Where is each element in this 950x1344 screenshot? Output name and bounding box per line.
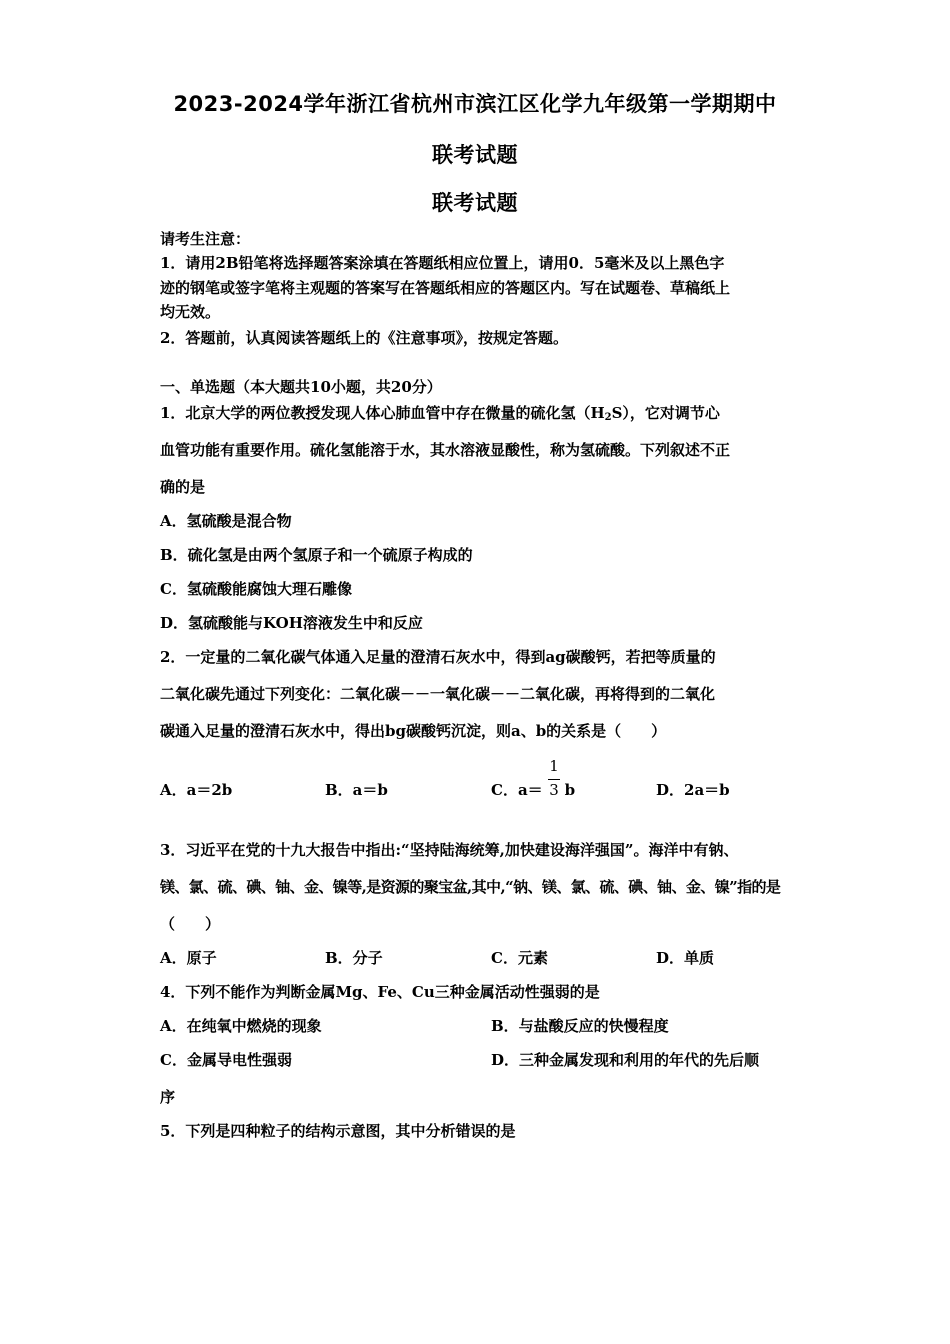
question-4-option-d-continued: 序: [160, 1088, 176, 1106]
question-1-line-1: [160, 402, 720, 423]
notice-item-1-line-1: 1．请用2B铅笔将选择题答案涂填在答题纸相应位置上，请用0．5毫米及以上黑色字: [160, 254, 725, 272]
question-3-line-3: （ ）: [160, 915, 221, 933]
question-3-line-1: 3．习近平在党的十九大报告中指出:“坚持陆海统筹,加快建设海洋强国”。海洋中有钠、: [160, 841, 739, 859]
question-3-option-a[interactable]: A．原子: [160, 949, 217, 967]
notice-item-1-line-2: 迹的钢笔或签字笔将主观题的答案写在答题纸相应的答题区内。写在试题卷、草稿纸上: [160, 279, 731, 297]
question-2-line-2: 二氧化碳先通过下列变化：二氧化碳－－一氧化碳－－二氧化碳，再将得到的二氧化: [160, 685, 716, 703]
question-1-text-a: 1．北京大学的两位教授发现人体心肺血管中存在微量的硫化氢（H: [160, 404, 605, 422]
question-3-line-2: 镁、氯、硫、碘、铀、金、镍等,是资源的聚宝盆,其中,“钠、镁、氯、硫、碘、铀、金、镍”指的是: [160, 878, 781, 896]
question-1-line-2: 血管功能有重要作用。硫化氢能溶于水，其水溶液显酸性，称为氢硫酸。下列叙述不正: [160, 441, 731, 459]
fraction-bar: [548, 779, 560, 780]
notice-item-2: 2．答题前，认真阅读答题纸上的《注意事项》，按规定答题。: [160, 329, 568, 347]
question-1-option-c[interactable]: C．氢硫酸能腐蚀大理石雕像: [160, 580, 352, 598]
question-1-option-b[interactable]: B．硫化氢是由两个氢原子和一个硫原子构成的: [160, 546, 473, 564]
question-4-line-1: 4．下列不能作为判断金属Mg、Fe、Cu三种金属活动性强弱的是: [160, 983, 600, 1001]
section-heading: 一、单选题（本大题共10小题，共20分）: [160, 378, 442, 396]
fraction-denominator: 3: [549, 781, 559, 799]
question-3-option-d[interactable]: D．单质: [656, 949, 715, 967]
question-1-option-d[interactable]: D．氢硫酸能与KOH溶液发生中和反应: [160, 614, 423, 632]
question-2-line-3: 碳通入足量的澄清石灰水中，得出bg碳酸钙沉淀，则a、b的关系是（ ）: [160, 722, 667, 740]
question-4-option-a[interactable]: A．在纯氧中燃烧的现象: [160, 1017, 322, 1035]
notice-heading: 请考生注意：: [160, 230, 251, 248]
question-2-option-a[interactable]: A．a＝2b: [160, 781, 233, 799]
question-3-option-b[interactable]: B．分子: [325, 949, 383, 967]
notice-item-1-line-3: 均无效。: [160, 303, 221, 321]
question-4-option-b[interactable]: B．与盐酸反应的快慢程度: [491, 1017, 669, 1035]
question-1-option-a[interactable]: A．氢硫酸是混合物: [160, 512, 292, 530]
question-2-option-d[interactable]: D．2a＝b: [656, 781, 730, 799]
exam-title: 2023-2024学年浙江省杭州市滨江区化学九年级第一学期期中: [173, 92, 777, 116]
question-1-subscript: 2: [604, 412, 612, 423]
question-2-option-c[interactable]: [491, 779, 575, 800]
question-3-option-c[interactable]: C．元素: [491, 949, 548, 967]
question-2-option-b[interactable]: B．a＝b: [325, 781, 388, 799]
fraction-numerator: 1: [549, 757, 559, 775]
question-4-option-c[interactable]: C．金属导电性强弱: [160, 1051, 292, 1069]
exam-subtitle-repeat: 联考试题: [432, 191, 518, 215]
question-4-option-d[interactable]: D．三种金属发现和利用的年代的先后顺: [491, 1051, 760, 1069]
question-1-line-3: 确的是: [160, 478, 206, 496]
question-2-option-c-suffix: b: [564, 781, 576, 799]
exam-subtitle: 联考试题: [432, 143, 518, 167]
question-2-line-1: 2．一定量的二氧化碳气体通入足量的澄清石灰水中，得到ag碳酸钙，若把等质量的: [160, 648, 716, 666]
question-2-option-c-prefix: C．a＝: [491, 781, 543, 799]
question-1-text-b: S），它对调节心: [611, 404, 720, 422]
question-5-line-1: 5．下列是四种粒子的结构示意图，其中分析错误的是: [160, 1122, 516, 1140]
